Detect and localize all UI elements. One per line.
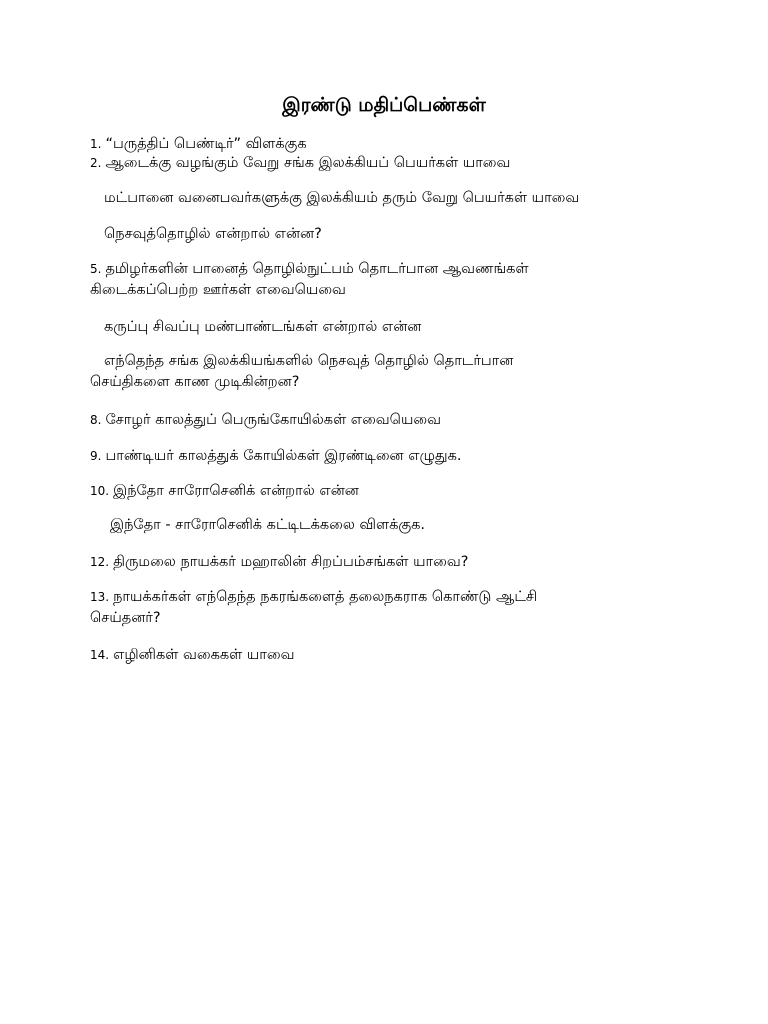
question-text: எந்தெந்த சங்க இலக்கியங்களில் நெசவுத் தொழில் தொடர்பான [104,353,514,369]
page-title: இரண்டு மதிப்பெண்கள் [282,94,486,116]
question-2 [90,153,650,174]
question-number: 12. [90,555,110,569]
question-6 [90,317,650,338]
question-text: சோழர் காலத்துப் பெருங்கோயில்கள் எவையெவை [105,412,441,428]
question-13 [90,587,650,629]
question-number: 9. [90,449,102,463]
question-text: இந்தோ - சாரோசெனிக் கட்டிடக்கலை விளக்குக. [110,517,426,533]
question-text: பாண்டியர் காலத்துக் கோயில்கள் இரண்டினை எழுதுக. [105,448,462,464]
question-text-continued: செய்தனர்? [90,610,161,626]
question-text: ஆடைக்கு வழங்கும் வேறு சங்க இலக்கியப் பெயர்கள் யாவை [105,155,511,171]
question-number: 2. [90,156,102,170]
question-text: “பருத்திப் பெண்டிர்” விளக்குக [105,136,307,152]
question-8 [90,410,650,431]
question-text: நெசவுத்தொழில் என்றால் என்ன? [104,226,322,242]
question-text-continued: கிடைக்கப்பெற்ற ஊர்கள் எவையெவை [90,282,346,298]
question-text: நாயக்கர்கள் எந்தெந்த நகரங்களைத் தலைநகராக கொண்டு ஆட்சி [113,589,538,605]
question-text: கருப்பு சிவப்பு மண்பாண்டங்கள் என்றால் என்ன [104,319,422,335]
question-10 [90,481,650,502]
question-1 [90,134,650,155]
question-text: திருமலை நாயக்கர் மஹாலின் சிறப்பம்சங்கள் யாவை? [113,554,469,570]
question-14 [90,645,650,666]
question-text-continued: செய்திகளை காண முடிகின்றன? [90,374,300,390]
question-4 [90,224,650,245]
question-text: எழினிகள் வகைகள் யாவை [113,647,295,663]
question-text: இந்தோ சாரோசெனிக் என்றால் என்ன [113,483,359,499]
question-number: 10. [90,484,110,498]
question-11 [90,515,650,536]
question-9 [90,446,650,467]
question-number: 1. [90,137,102,151]
question-number: 8. [90,413,102,427]
question-5 [90,259,650,301]
question-text: தமிழர்களின் பானைத் தொழில்நுட்பம் தொடர்பான ஆவணங்கள் [105,261,529,277]
question-3 [90,188,650,209]
question-number: 14. [90,648,110,662]
question-7 [90,351,650,393]
question-number: 13. [90,590,110,604]
question-text: மட்பானை வனைபவர்களுக்கு இலக்கியம் தரும் வேறு பெயர்கள் யாவை [104,190,580,206]
question-number: 5. [90,262,102,276]
question-12 [90,552,650,573]
